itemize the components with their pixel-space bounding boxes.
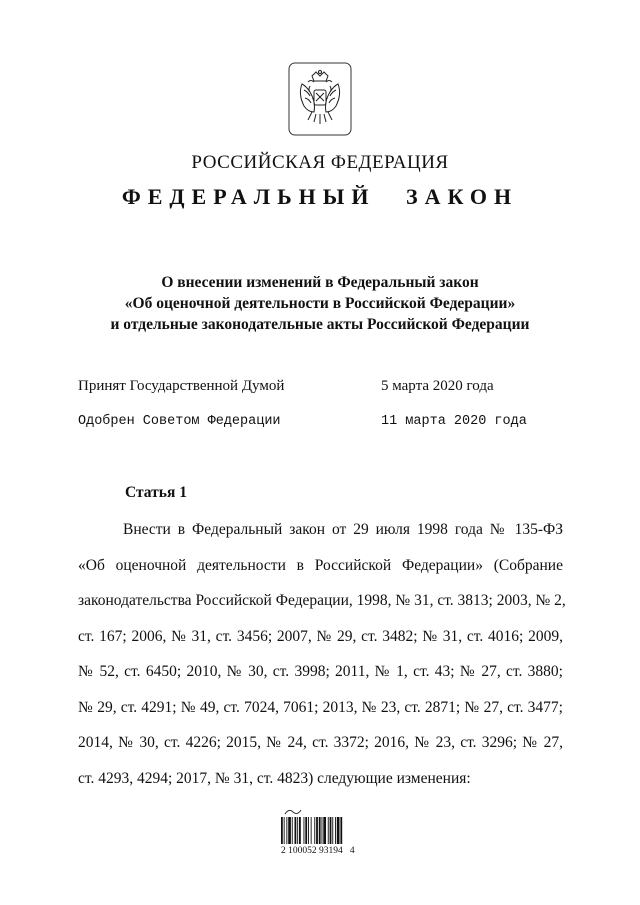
- coat-of-arms-emblem: [288, 62, 352, 136]
- law-title-line: О внесении изменений в Федеральный закон: [161, 274, 479, 291]
- article-line: ст. 167; 2006, № 31, ст. 3456; 2007, № 29, ст. 3482; № 31, ст. 4016; 2009,: [78, 627, 563, 645]
- barcode-number: 2 100052 93194 4: [281, 846, 355, 856]
- law-title-line: «Об оценочной деятельности в Российской Федерации»: [124, 295, 516, 312]
- article-line: ст. 4293, 4294; 2017, № 31, ст. 4823) следующие изменения:: [78, 769, 471, 787]
- article-body: [78, 512, 566, 796]
- article-line: Внести в Федеральный закон от 29 июля 1998 года № 135-ФЗ: [123, 521, 563, 538]
- adoption-row-duma: [78, 378, 558, 398]
- barcode-mark-icon: [283, 808, 303, 816]
- duma-label: Принят Государственной Думой: [78, 378, 285, 394]
- law-title: [0, 272, 640, 335]
- law-title-line: и отдельные законодательные акты Российской Федерации: [110, 316, 530, 333]
- article-line: законодательства Российской Федерации, 1998, № 31, ст. 3813; 2003, № 2,: [78, 592, 566, 609]
- article-line: № 52, ст. 6450; 2010, № 30, ст. 3998; 2011, № 1, ст. 43; № 27, ст. 3880;: [78, 663, 563, 680]
- law-type-heading: ФЕДЕРАЛЬНЫЙ ЗАКОН: [121, 184, 519, 209]
- duma-date: 5 марта 2020 года: [381, 378, 494, 394]
- article-heading: Статья 1: [125, 484, 187, 501]
- council-date: 11 марта 2020 года: [381, 414, 527, 429]
- adoption-row-council: [78, 414, 558, 434]
- council-label: Одобрен Советом Федерации: [78, 414, 281, 429]
- article-line: 2014, № 30, ст. 4226; 2015, № 24, ст. 3372; 2016, № 23, ст. 3296; № 27,: [78, 734, 563, 751]
- article-line: «Об оценочной деятельности в Российской Федерации» (Собрание: [78, 556, 563, 574]
- country-heading: РОССИЙСКАЯ ФЕДЕРАЦИЯ: [191, 152, 449, 173]
- article-line: № 29, ст. 4291; № 49, ст. 7024, 7061; 2013, № 23, ст. 2871; № 27, ст. 3477;: [78, 698, 563, 716]
- barcode-icon: [281, 817, 361, 844]
